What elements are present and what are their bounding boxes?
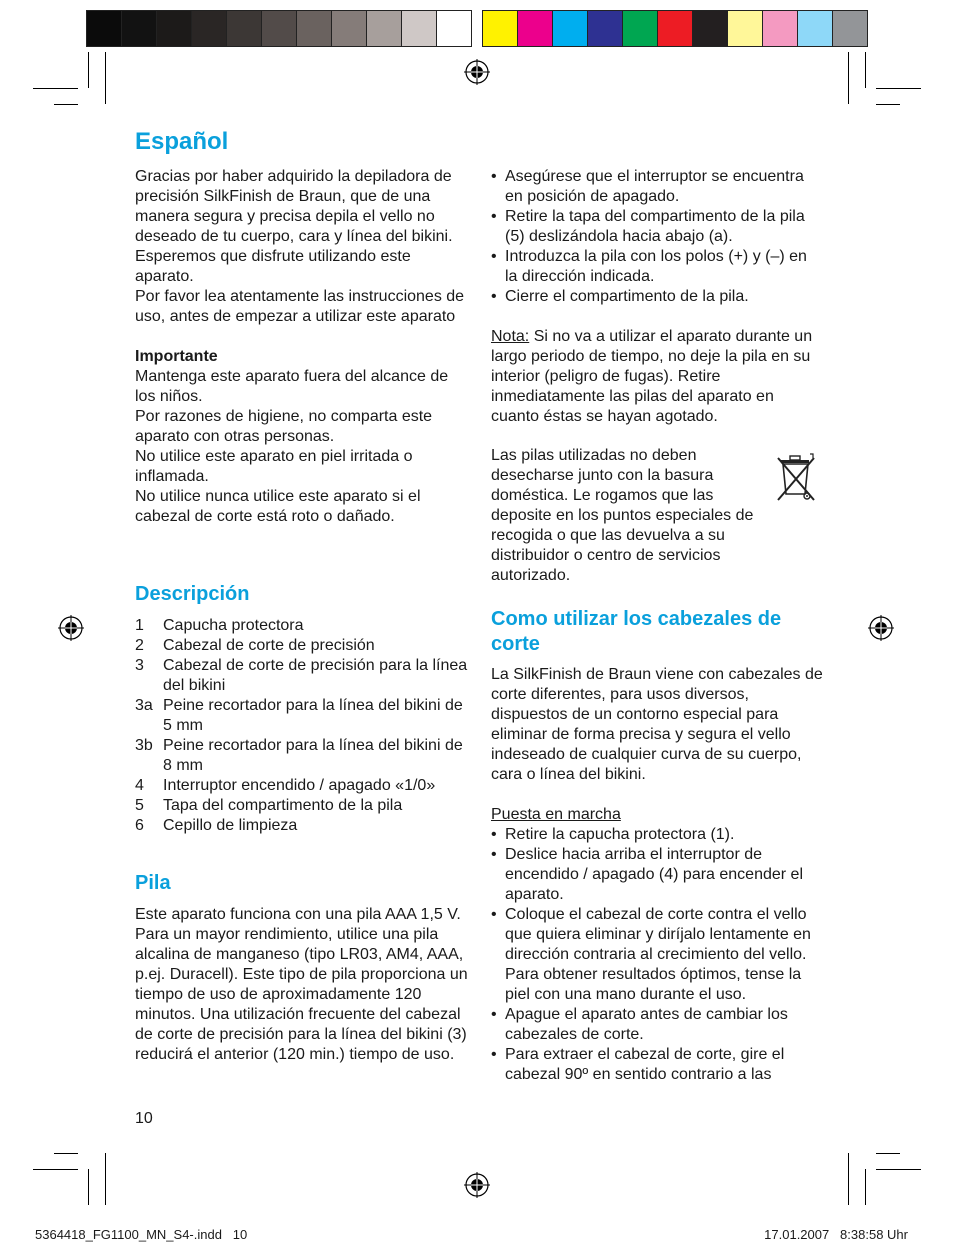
color-swatch	[763, 11, 798, 46]
color-swatch	[693, 11, 728, 46]
item-number: 3	[135, 657, 144, 674]
battery-steps	[491, 167, 823, 427]
pila-text	[135, 905, 470, 1065]
important-line: Por razones de higiene, no comparta este aparato con otras personas.	[135, 408, 433, 445]
list-item: • Retire la capucha protectora (1).	[491, 826, 735, 843]
color-swatch	[332, 11, 367, 46]
crop-mark	[848, 52, 849, 104]
registration-mark-icon	[464, 59, 490, 85]
item-number: 3a	[135, 697, 153, 714]
list-item	[135, 796, 470, 816]
color-swatch	[122, 11, 157, 46]
color-swatch	[87, 11, 122, 46]
crop-mark	[88, 1169, 89, 1205]
item-text: Cabezal de corte de precisión para la línea del bikini	[163, 657, 468, 694]
crop-mark	[876, 1153, 900, 1154]
list-item: • Cierre el compartimento de la pila.	[491, 288, 749, 305]
list-item: • Deslice hacia arriba el interruptor de encendido / apagado (4) para encender el aparato.	[491, 846, 803, 903]
item-number: 6	[135, 817, 144, 834]
nota-text: Si no va a utilizar el aparato durante un largo periodo de tiempo, no deje la pila en su interior (peligro de fugas). Retire inmediatamente las pilas del aparato en cuanto éstas se hayan agotado.	[491, 328, 813, 425]
intro-paragraph: Gracias por haber adquirido la depiladora de precisión SilkFinish de Braun, que de una manera segura y precisa depila el vello no deseado de tu cuerpo, cara y línea del bikini. Esperemos que disfrute utilizando este aparato.	[135, 168, 453, 285]
list-item	[135, 616, 470, 636]
color-swatch	[262, 11, 297, 46]
intro-block	[135, 167, 470, 527]
crop-mark	[33, 1169, 78, 1170]
list-item: • Para extraer el cabezal de corte, gire el cabezal 90º en sentido contrario a las	[491, 1046, 785, 1083]
color-swatch	[437, 11, 471, 46]
pila-paragraph: Este aparato funciona con una pila AAA 1,5 V. Para un mayor rendimiento, utilice una pila alcalina de manganeso (tipo LR03, AM4, AAA, p.ej. Duracell). Este tipo de pila proporciona un tiempo de uso de aproximadamente 120 minutos. Una utilización frecuente del cabezal de corte de precisión para la línea del bikini (3) reducirá el anterior (120 min.) tiempo de uso.	[135, 906, 468, 1063]
section-heading-descripcion: Descripción	[135, 583, 250, 605]
como-utilizar-text: La SilkFinish de Braun viene con cabezales de corte diferentes, para usos diversos, dispuestos de un contorno especial para eliminar de forma precisa y segura el vello indeseado de cualquier curva de su cuerpo, cara o línea del bikini. Puesta en marcha • Retire la capucha protectora (1). • Deslice hacia arriba el interruptor de encendido / apagado (4) para encender el aparato. • Coloque el cabezal de corte contra el vello que quiera eliminar y diríjalo lentamente en dirección contraria al crecimiento del vello. Para obtener resultados óptimos, tense la piel con una mano durante el uso. • Apague el aparato antes de cambiar los cabezales de corte. • Para extraer el cabezal de corte, gire el cabezal 90º en sentido contrario a las	[491, 665, 826, 1085]
disposal-text: Las pilas utilizadas no deben desecharse junto con la basura doméstica. Le rogamos que las deposite en los puntos especiales de recogida o que las devuelva a su distribuidor o centro de servicios autorizado.	[491, 447, 754, 584]
color-swatch	[798, 11, 833, 46]
list-item	[135, 816, 470, 836]
footer-file-name: 5364418_FG1100_MN_S4-.indd 10	[35, 1227, 248, 1242]
process-color-bar	[482, 10, 868, 47]
item-number: 5	[135, 797, 144, 814]
crop-mark	[33, 88, 78, 89]
important-line: No utilice nunca utilice este aparato si el cabezal de corte está roto o dañado.	[135, 488, 421, 525]
color-swatch	[157, 11, 192, 46]
list-item: • Introduzca la pila con los polos (+) y (–) en la dirección indicada.	[491, 248, 807, 285]
item-number: 2	[135, 637, 144, 654]
item-text: Interruptor encendido / apagado «1/0»	[163, 777, 436, 794]
item-number: 3b	[135, 737, 153, 754]
color-swatch	[297, 11, 332, 46]
crop-mark	[865, 1169, 866, 1205]
color-swatch	[623, 11, 658, 46]
list-item	[135, 736, 470, 776]
color-swatch	[553, 11, 588, 46]
color-swatch	[728, 11, 763, 46]
item-text: Peine recortador para la línea del bikini de 8 mm	[163, 737, 463, 774]
gray-color-bar	[86, 10, 472, 47]
crop-mark	[876, 1169, 921, 1170]
item-text: Capucha protectora	[163, 617, 304, 634]
crop-mark	[88, 52, 89, 88]
crop-mark	[105, 52, 106, 104]
list-item: • Retire la tapa del compartimento de la pila (5) deslizándola hacia abajo (a).	[491, 208, 805, 245]
intro-paragraph: Por favor lea atentamente las instrucciones de uso, antes de empezar a utilizar este aparato	[135, 288, 465, 325]
color-swatch	[658, 11, 693, 46]
color-swatch	[192, 11, 227, 46]
section-heading-como-utilizar: Como utilizar los cabezales de corte	[491, 608, 782, 655]
color-swatch	[227, 11, 262, 46]
page-number: 10	[135, 1110, 153, 1127]
crop-mark	[876, 88, 921, 89]
crop-mark	[105, 1153, 106, 1205]
color-swatch	[833, 11, 867, 46]
color-swatch	[367, 11, 402, 46]
item-number: 1	[135, 617, 144, 634]
section-heading-pila: Pila	[135, 872, 171, 894]
crop-mark	[876, 104, 900, 105]
item-number: 4	[135, 777, 144, 794]
list-item: • Asegúrese que el interruptor se encuentra en posición de apagado.	[491, 168, 804, 205]
list-item	[135, 636, 470, 656]
nota-paragraph	[491, 327, 823, 427]
list-item: • Coloque el cabezal de corte contra el vello que quiera eliminar y diríjalo lentamente en dirección contraria al crecimiento del vello. Para obtener resultados óptimos, tense la piel con una mano durante el uso.	[491, 906, 811, 1003]
registration-mark-icon	[58, 615, 84, 641]
color-swatch	[402, 11, 437, 46]
registration-mark-icon	[464, 1172, 490, 1198]
color-swatch	[483, 11, 518, 46]
description-list	[135, 616, 470, 836]
list-item	[135, 776, 470, 796]
page-title: Español	[135, 128, 229, 155]
list-item	[135, 656, 470, 696]
puesta-heading: Puesta en marcha	[491, 806, 621, 823]
important-line: Mantenga este aparato fuera del alcance de los niños.	[135, 368, 449, 405]
list-item	[135, 696, 470, 736]
crop-mark	[848, 1153, 849, 1205]
color-swatch	[518, 11, 553, 46]
crop-mark	[865, 52, 866, 88]
crop-mark	[54, 104, 78, 105]
item-text: Cepillo de limpieza	[163, 817, 298, 834]
color-swatch	[588, 11, 623, 46]
footer-timestamp: 17.01.2007 8:38:58 Uhr	[764, 1227, 908, 1242]
item-text: Tapa del compartimento de la pila	[163, 797, 403, 814]
crossed-out-wheelie-bin-icon	[776, 450, 816, 506]
list-item: • Apague el aparato antes de cambiar los cabezales de corte.	[491, 1006, 788, 1043]
registration-mark-icon	[868, 615, 894, 641]
important-line: No utilice este aparato en piel irritada o inflamada.	[135, 448, 413, 485]
crop-mark	[54, 1153, 78, 1154]
item-text: Peine recortador para la línea del bikini de 5 mm	[163, 697, 463, 734]
nota-label: Nota:	[491, 328, 530, 345]
important-heading: Importante	[135, 348, 218, 365]
item-text: Cabezal de corte de precisión	[163, 637, 375, 654]
